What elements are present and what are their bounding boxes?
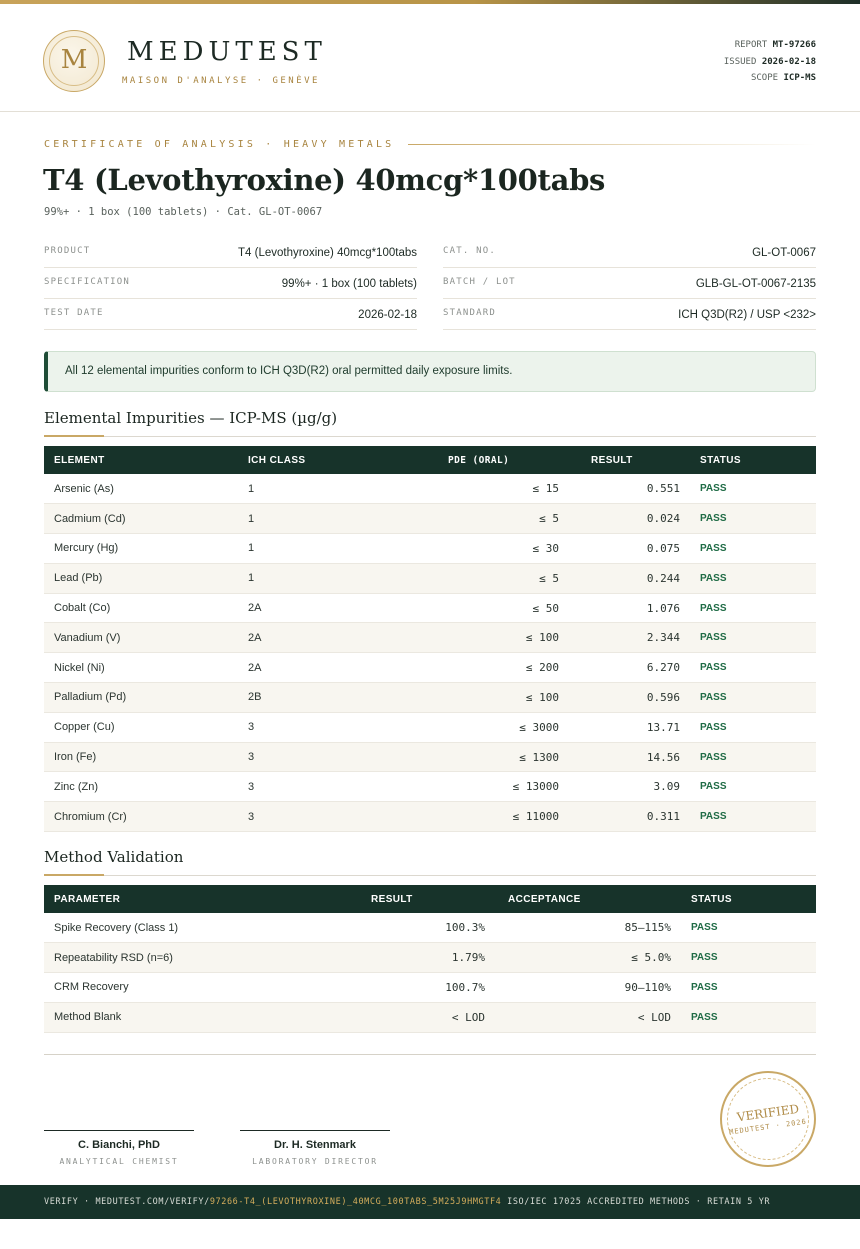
status-badge: PASS: [690, 563, 816, 593]
signatory-role: LABORATORY DIRECTOR: [252, 1157, 378, 1166]
ich-class: 2A: [238, 593, 360, 623]
ich-class: 2A: [238, 653, 360, 683]
table-row: [44, 742, 816, 772]
ich-class: 3: [238, 712, 360, 742]
element-name: Arsenic (As): [44, 474, 238, 504]
table-row: [44, 973, 816, 1003]
table-row: [44, 1002, 816, 1032]
element-name: Vanadium (V): [44, 623, 238, 653]
element-name: Cadmium (Cd): [44, 504, 238, 534]
col-element: ELEMENT: [54, 454, 105, 466]
element-name: Palladium (Pd): [44, 683, 238, 713]
parameter-name: Method Blank: [44, 1002, 310, 1032]
ich-class: 1: [238, 504, 360, 534]
page-subtitle: 99%+ · 1 box (100 tablets) · Cat. GL-OT-0067: [44, 206, 323, 218]
status-badge: PASS: [690, 534, 816, 564]
table-row: [44, 653, 816, 683]
result-value: 6.270: [569, 653, 690, 683]
result-value: 0.596: [569, 683, 690, 713]
status-badge: PASS: [681, 943, 816, 973]
table-row: [44, 563, 816, 593]
col-ich-class: ICH CLASS: [248, 454, 306, 466]
report-meta: [724, 37, 816, 87]
result-value: 0.244: [569, 563, 690, 593]
ich-class: 3: [238, 742, 360, 772]
status-badge: PASS: [690, 504, 816, 534]
table-row: [44, 712, 816, 742]
status-badge: PASS: [690, 772, 816, 802]
impurities-title-rule: [44, 436, 816, 437]
eyebrow-divider: [408, 144, 816, 145]
verify-link[interactable]: 97266-T4_(LEVOTHYROXINE)_40MCG_100TABS_5M25J9HMGTF4: [209, 1197, 502, 1207]
acceptance-criteria: 85–115%: [495, 913, 681, 943]
signatory-name: Dr. H. Stenmark: [274, 1139, 356, 1151]
element-name: Iron (Fe): [44, 742, 238, 772]
status-badge: PASS: [690, 593, 816, 623]
element-name: Mercury (Hg): [44, 534, 238, 564]
status-badge: PASS: [690, 802, 816, 832]
validation-result: 100.7%: [310, 973, 495, 1003]
signature-block-chemist: [44, 1130, 194, 1166]
ich-class: 2B: [238, 683, 360, 713]
result-value: 0.024: [569, 504, 690, 534]
table-row: [44, 534, 816, 564]
parameter-name: CRM Recovery: [44, 973, 310, 1003]
validation-result: 100.3%: [310, 913, 495, 943]
table-row: [44, 772, 816, 802]
signature-block-director: [240, 1130, 390, 1166]
pde-limit: ≤ 11000: [360, 802, 569, 832]
verification-footer: [0, 1185, 860, 1219]
validation-section-title: Method Validation: [44, 848, 184, 866]
seal-subtext: MEDUTEST · 2026: [728, 1117, 808, 1137]
status-badge: PASS: [690, 683, 816, 713]
table-row: [44, 504, 816, 534]
status-badge: PASS: [690, 653, 816, 683]
result-value: 0.551: [569, 474, 690, 504]
pde-limit: ≤ 100: [360, 683, 569, 713]
result-value: 0.075: [569, 534, 690, 564]
ich-class: 3: [238, 802, 360, 832]
pde-limit: ≤ 1300: [360, 742, 569, 772]
element-name: Zinc (Zn): [44, 772, 238, 802]
status-badge: PASS: [681, 913, 816, 943]
pde-limit: ≤ 13000: [360, 772, 569, 802]
table-row: [44, 683, 816, 713]
ich-class: 1: [238, 563, 360, 593]
report-header: [0, 4, 860, 112]
status-badge: PASS: [690, 474, 816, 504]
element-name: Cobalt (Co): [44, 593, 238, 623]
brand-tagline: MAISON D'ANALYSE · GENÈVE: [122, 76, 320, 86]
validation-result: 1.79%: [310, 943, 495, 973]
result-value: 14.56: [569, 742, 690, 772]
acceptance-criteria: 90–110%: [495, 973, 681, 1003]
table-row: [44, 943, 816, 973]
status-badge: PASS: [690, 742, 816, 772]
notice-text: All 12 elemental impurities conform to ICH Q3D(R2) oral permitted daily exposure limits.: [65, 365, 513, 377]
result-value: 1.076: [569, 593, 690, 623]
status-badge: PASS: [690, 623, 816, 653]
verified-seal: [720, 1071, 816, 1167]
validation-header-row: [44, 885, 816, 913]
info-row-specification: SPECIFICATION 99%+ · 1 box (100 tablets): [44, 268, 417, 299]
validation-result: < LOD: [310, 1002, 495, 1032]
logo-letter: M: [60, 45, 88, 75]
parameter-name: Repeatability RSD (n=6): [44, 943, 310, 973]
col-mv-result: RESULT: [371, 893, 413, 905]
result-value: 13.71: [569, 712, 690, 742]
col-status: STATUS: [700, 454, 741, 466]
table-row: [44, 593, 816, 623]
meta-scope: SCOPE ICP-MS: [750, 73, 816, 83]
table-row: [44, 474, 816, 504]
signature-divider: [44, 1054, 816, 1055]
seal-text: VERIFIED: [736, 1101, 800, 1125]
pde-limit: ≤ 50: [360, 593, 569, 623]
info-row-cat-no: CAT. NO. GL-OT-0067: [443, 237, 816, 268]
pde-limit: ≤ 30: [360, 534, 569, 564]
signatory-name: C. Bianchi, PhD: [78, 1139, 160, 1151]
col-acceptance: ACCEPTANCE: [508, 893, 581, 905]
ich-class: 2A: [238, 623, 360, 653]
table-row: [44, 623, 816, 653]
conformity-notice: [44, 351, 816, 392]
ich-class: 1: [238, 534, 360, 564]
issue-date: 2026-02-18: [761, 56, 816, 67]
element-name: Chromium (Cr): [44, 802, 238, 832]
page-title: T4 (Levothyroxine) 40mcg*100tabs: [43, 163, 606, 197]
element-name: Nickel (Ni): [44, 653, 238, 683]
col-mv-status: STATUS: [691, 893, 732, 905]
meta-issued: ISSUED 2026-02-18: [723, 56, 816, 67]
report-number: MT-97266: [772, 40, 816, 50]
status-badge: PASS: [690, 712, 816, 742]
pde-limit: ≤ 5: [360, 563, 569, 593]
impurities-title-accent: [44, 435, 104, 437]
status-badge: PASS: [681, 973, 816, 1003]
info-row-batch: BATCH / LOT GLB-GL-OT-0067-2135: [443, 268, 816, 299]
table-row: [44, 913, 816, 943]
result-value: 0.311: [569, 802, 690, 832]
pde-limit: ≤ 3000: [360, 712, 569, 742]
result-value: 3.09: [569, 772, 690, 802]
product-info-left: [44, 237, 417, 330]
scope-value: ICP-MS: [783, 73, 816, 83]
impurities-header-row: [44, 446, 816, 474]
info-row-test-date: TEST DATE 2026-02-18: [44, 299, 417, 330]
status-badge: PASS: [681, 1002, 816, 1032]
brand-name: MEDUTEST: [127, 37, 327, 67]
col-result: RESULT: [591, 454, 633, 466]
pde-limit: ≤ 15: [360, 474, 569, 504]
validation-title-rule: [44, 875, 816, 876]
acceptance-criteria: < LOD: [495, 1002, 681, 1032]
pde-limit: ≤ 100: [360, 623, 569, 653]
result-value: 2.344: [569, 623, 690, 653]
product-info-right: [443, 237, 816, 330]
brand-logo: [43, 30, 105, 92]
certificate-eyebrow: CERTIFICATE OF ANALYSIS · HEAVY METALS: [44, 139, 395, 150]
ich-class: 1: [238, 474, 360, 504]
table-row: [44, 802, 816, 832]
col-parameter: PARAMETER: [54, 893, 121, 905]
footer-text: VERIFY · MEDUTEST.COM/VERIFY/97266-T4_(LEVOTHYROXINE)_40MCG_100TABS_5M25J9HMGTF4 ISO/IEC 17025 ACCREDITED METHODS · RETAIN 5 YR: [44, 1197, 771, 1207]
info-row-product: PRODUCT T4 (Levothyroxine) 40mcg*100tabs: [44, 237, 417, 268]
validation-title-accent: [44, 874, 104, 876]
meta-report: REPORT MT-97266: [734, 40, 816, 50]
acceptance-criteria: ≤ 5.0%: [495, 943, 681, 973]
ich-class: 3: [238, 772, 360, 802]
impurities-table: [44, 446, 816, 832]
element-name: Copper (Cu): [44, 712, 238, 742]
pde-limit: ≤ 5: [360, 504, 569, 534]
element-name: Lead (Pb): [44, 563, 238, 593]
signatory-role: ANALYTICAL CHEMIST: [59, 1157, 179, 1166]
impurities-section-title: Elemental Impurities — ICP-MS (µg/g): [44, 409, 338, 427]
parameter-name: Spike Recovery (Class 1): [44, 913, 310, 943]
pde-limit: ≤ 200: [360, 653, 569, 683]
validation-table: [44, 885, 816, 1033]
col-pde: PDE (ORAL): [448, 454, 510, 466]
info-row-standard: STANDARD ICH Q3D(R2) / USP <232>: [443, 299, 816, 330]
